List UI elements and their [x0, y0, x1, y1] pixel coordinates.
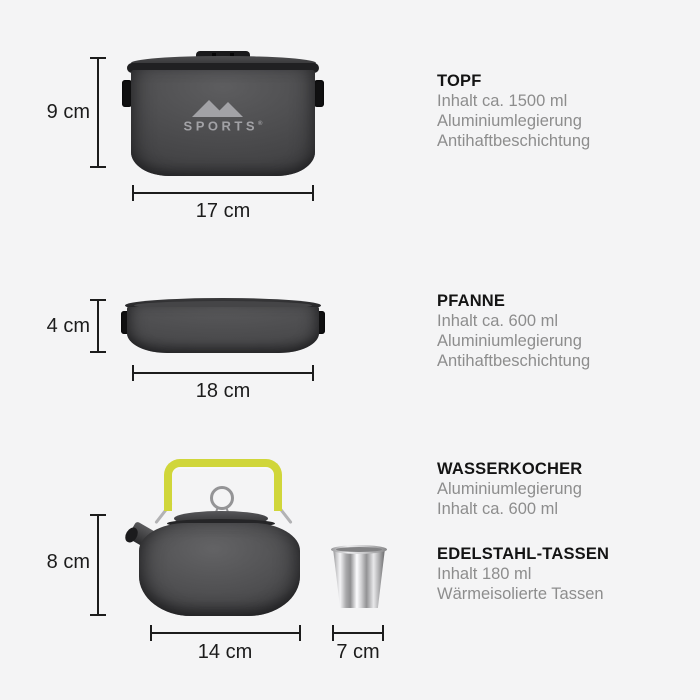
pot-spec-volume: Inhalt ca. 1500 ml	[437, 92, 568, 110]
pot-diameter-label: 17 cm	[195, 200, 251, 222]
pot-height-label: 9 cm	[46, 101, 90, 123]
kettle-diameter-dimension-line	[150, 632, 301, 634]
pan-diameter-dimension-line	[132, 372, 314, 374]
kettle-height-label: 8 cm	[46, 551, 90, 573]
pot-info-block	[437, 71, 687, 151]
kettle-lid-ring	[210, 486, 234, 510]
cup-title: EDELSTAHL-TASSEN	[437, 545, 610, 563]
kettle-spec-material: Aluminiumlegierung	[437, 480, 582, 498]
steel-cup-body	[332, 549, 386, 608]
pan-info-block	[437, 291, 687, 371]
logo-trademark: ®	[258, 121, 263, 127]
msports-logo	[131, 98, 315, 132]
pot-spec-coating: Antihaftbeschichtung	[437, 132, 591, 150]
cup-spec-volume: Inhalt 180 ml	[437, 565, 532, 583]
kettle-title: WASSERKOCHER	[437, 460, 583, 478]
pan-spec-coating: Antihaftbeschichtung	[437, 352, 591, 370]
logo-wordmark: SPORTS®	[183, 118, 263, 134]
kettle-info-block	[437, 459, 687, 519]
pan-height-dimension-line	[97, 299, 99, 353]
pan-body	[127, 307, 319, 353]
pot-height-dimension-line	[97, 57, 99, 168]
pan-diameter-label: 18 cm	[195, 380, 251, 402]
pan-spec-material: Aluminiumlegierung	[437, 332, 582, 350]
kettle-diameter-label: 14 cm	[197, 641, 253, 663]
steel-cup-rim-inner	[336, 547, 382, 552]
pot-diameter-dimension-line	[132, 192, 314, 194]
pot-spec-material: Aluminiumlegierung	[437, 112, 582, 130]
pan-title: PFANNE	[437, 292, 506, 310]
kettle-height-dimension-line	[97, 514, 99, 616]
mountain-logo-icon	[190, 98, 256, 118]
kettle-body	[139, 523, 300, 616]
cup-info-block	[437, 544, 687, 604]
cup-spec-insulation: Wärmeisolierte Tassen	[437, 585, 604, 603]
kettle-spec-volume: Inhalt ca. 600 ml	[437, 500, 559, 518]
cup-diameter-dimension-line	[332, 632, 384, 634]
cup-diameter-label: 7 cm	[336, 641, 380, 663]
pot-title: TOPF	[437, 72, 482, 90]
pan-height-label: 4 cm	[46, 315, 90, 337]
pot-right-handle	[314, 80, 324, 107]
pan-spec-volume: Inhalt ca. 600 ml	[437, 312, 559, 330]
